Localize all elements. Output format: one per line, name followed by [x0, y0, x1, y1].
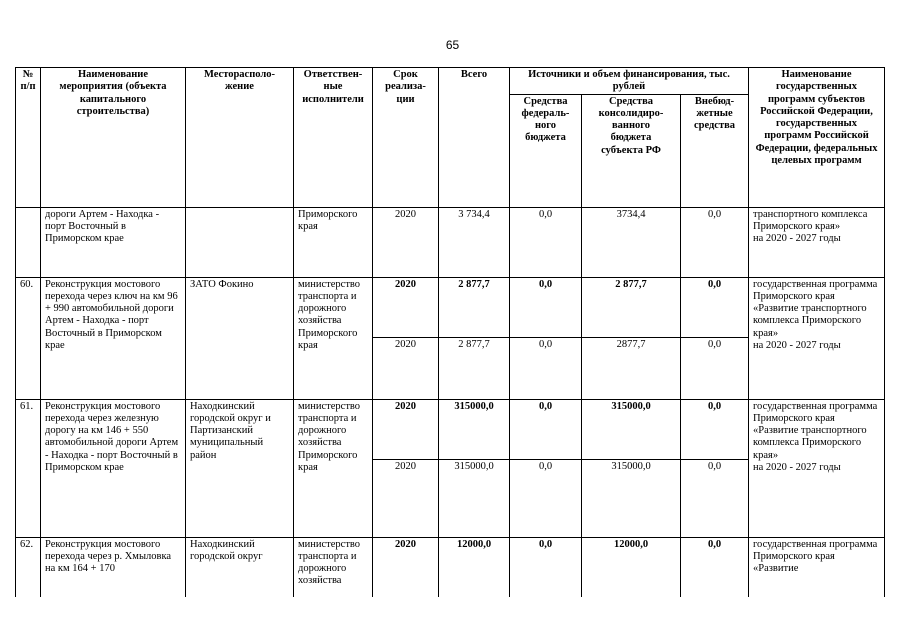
row-consolidated-summary: 2 877,7	[582, 277, 681, 337]
header-extrabudget: Внебюд- жетные средства	[681, 94, 749, 207]
row-consolidated-detail: 315000,0	[582, 459, 681, 537]
row-consolidated-summary: 12000,0	[582, 537, 681, 597]
row-executors: министерство транспорта и дорожного хозяйства Приморского края	[294, 399, 373, 537]
row-federal-detail: 0,0	[510, 459, 582, 537]
row-federal-detail: 0,0	[510, 337, 582, 399]
row-term: 2020	[373, 207, 439, 277]
row-extrabudget-summary: 0,0	[681, 399, 749, 459]
row-executors: министерство транспорта и дорожного хозяйства Приморского края	[294, 277, 373, 399]
header-executors: Ответствен- ные исполнители	[294, 68, 373, 208]
header-row	[16, 68, 885, 95]
page-number: 65	[445, 38, 460, 52]
row-federal-summary: 0,0	[510, 277, 582, 337]
row-name: дороги Артем - Находка - порт Восточный в Приморском крае	[41, 207, 186, 277]
row-extrabudget-detail: 0,0	[681, 337, 749, 399]
table-row	[16, 537, 885, 597]
row-name: Реконструкция мостового перехода через железную дорогу на км 146 + 550 автомобильной дороги Артем - Находка - порт Восточный в Приморском крае	[41, 399, 186, 537]
financing-table	[15, 67, 885, 597]
table-row	[16, 399, 885, 459]
row-total-summary: 2 877,7	[439, 277, 510, 337]
header-consolidated: Средства консолидиро- ванного бюджета субъекта РФ	[582, 94, 681, 207]
header-programs: Наименование государственных программ субъектов Российской Федерации, государственных программ Российской Федерации, федеральных целевых программ	[749, 68, 885, 208]
header-location: Месторасполо- жение	[186, 68, 294, 208]
header-sources: Источники и объем финансирования, тыс. рублей	[510, 68, 749, 95]
row-federal-summary: 0,0	[510, 399, 582, 459]
row-program: транспортного комплекса Приморского края» на 2020 - 2027 годы	[749, 207, 885, 277]
row-consolidated-detail: 2877,7	[582, 337, 681, 399]
row-name: Реконструкция мостового перехода через ключ на км 96 + 990 автомобильной дороги Артем - Находка - порт Восточный в Приморском крае	[41, 277, 186, 399]
header-federal: Средства федераль- ного бюджета	[510, 94, 582, 207]
table-row	[16, 207, 885, 277]
row-program: государственная программа Приморского края «Развитие транспортного комплекса Приморского края» на 2020 - 2027 годы	[749, 277, 885, 399]
row-total-summary: 12000,0	[439, 537, 510, 597]
row-extrabudget-detail: 0,0	[681, 459, 749, 537]
row-term-summary: 2020	[373, 399, 439, 459]
row-total-summary: 315000,0	[439, 399, 510, 459]
row-num: 61.	[16, 399, 41, 537]
row-total-detail: 315000,0	[439, 459, 510, 537]
row-executors: Приморского края	[294, 207, 373, 277]
row-total: 3 734,4	[439, 207, 510, 277]
row-consolidated: 3734,4	[582, 207, 681, 277]
row-total-detail: 2 877,7	[439, 337, 510, 399]
row-location: Находкинский городской округ	[186, 537, 294, 597]
row-executors: министерство транспорта и дорожного хозяйства	[294, 537, 373, 597]
row-num	[16, 207, 41, 277]
row-location	[186, 207, 294, 277]
row-name: Реконструкция мостового перехода через р. Хмыловка на км 164 + 170	[41, 537, 186, 597]
table-row	[16, 277, 885, 337]
row-extrabudget-summary: 0,0	[681, 277, 749, 337]
header-total: Всего	[439, 68, 510, 208]
header-term: Срок реализа- ции	[373, 68, 439, 208]
row-location: Находкинский городской округ и Партизанский муниципальный район	[186, 399, 294, 537]
header-name: Наименование мероприятия (объекта капитального строительства)	[41, 68, 186, 208]
row-extrabudget-summary: 0,0	[681, 537, 749, 597]
row-extrabudget: 0,0	[681, 207, 749, 277]
row-federal: 0,0	[510, 207, 582, 277]
row-program: государственная программа Приморского края «Развитие	[749, 537, 885, 597]
row-term-detail: 2020	[373, 459, 439, 537]
row-federal-summary: 0,0	[510, 537, 582, 597]
row-num: 60.	[16, 277, 41, 399]
row-term-summary: 2020	[373, 277, 439, 337]
row-consolidated-summary: 315000,0	[582, 399, 681, 459]
row-term-detail: 2020	[373, 337, 439, 399]
row-program: государственная программа Приморского края «Развитие транспортного комплекса Приморского края» на 2020 - 2027 годы	[749, 399, 885, 537]
row-location: ЗАТО Фокино	[186, 277, 294, 399]
header-num: № п/п	[16, 68, 41, 208]
row-term-summary: 2020	[373, 537, 439, 597]
row-num: 62.	[16, 537, 41, 597]
